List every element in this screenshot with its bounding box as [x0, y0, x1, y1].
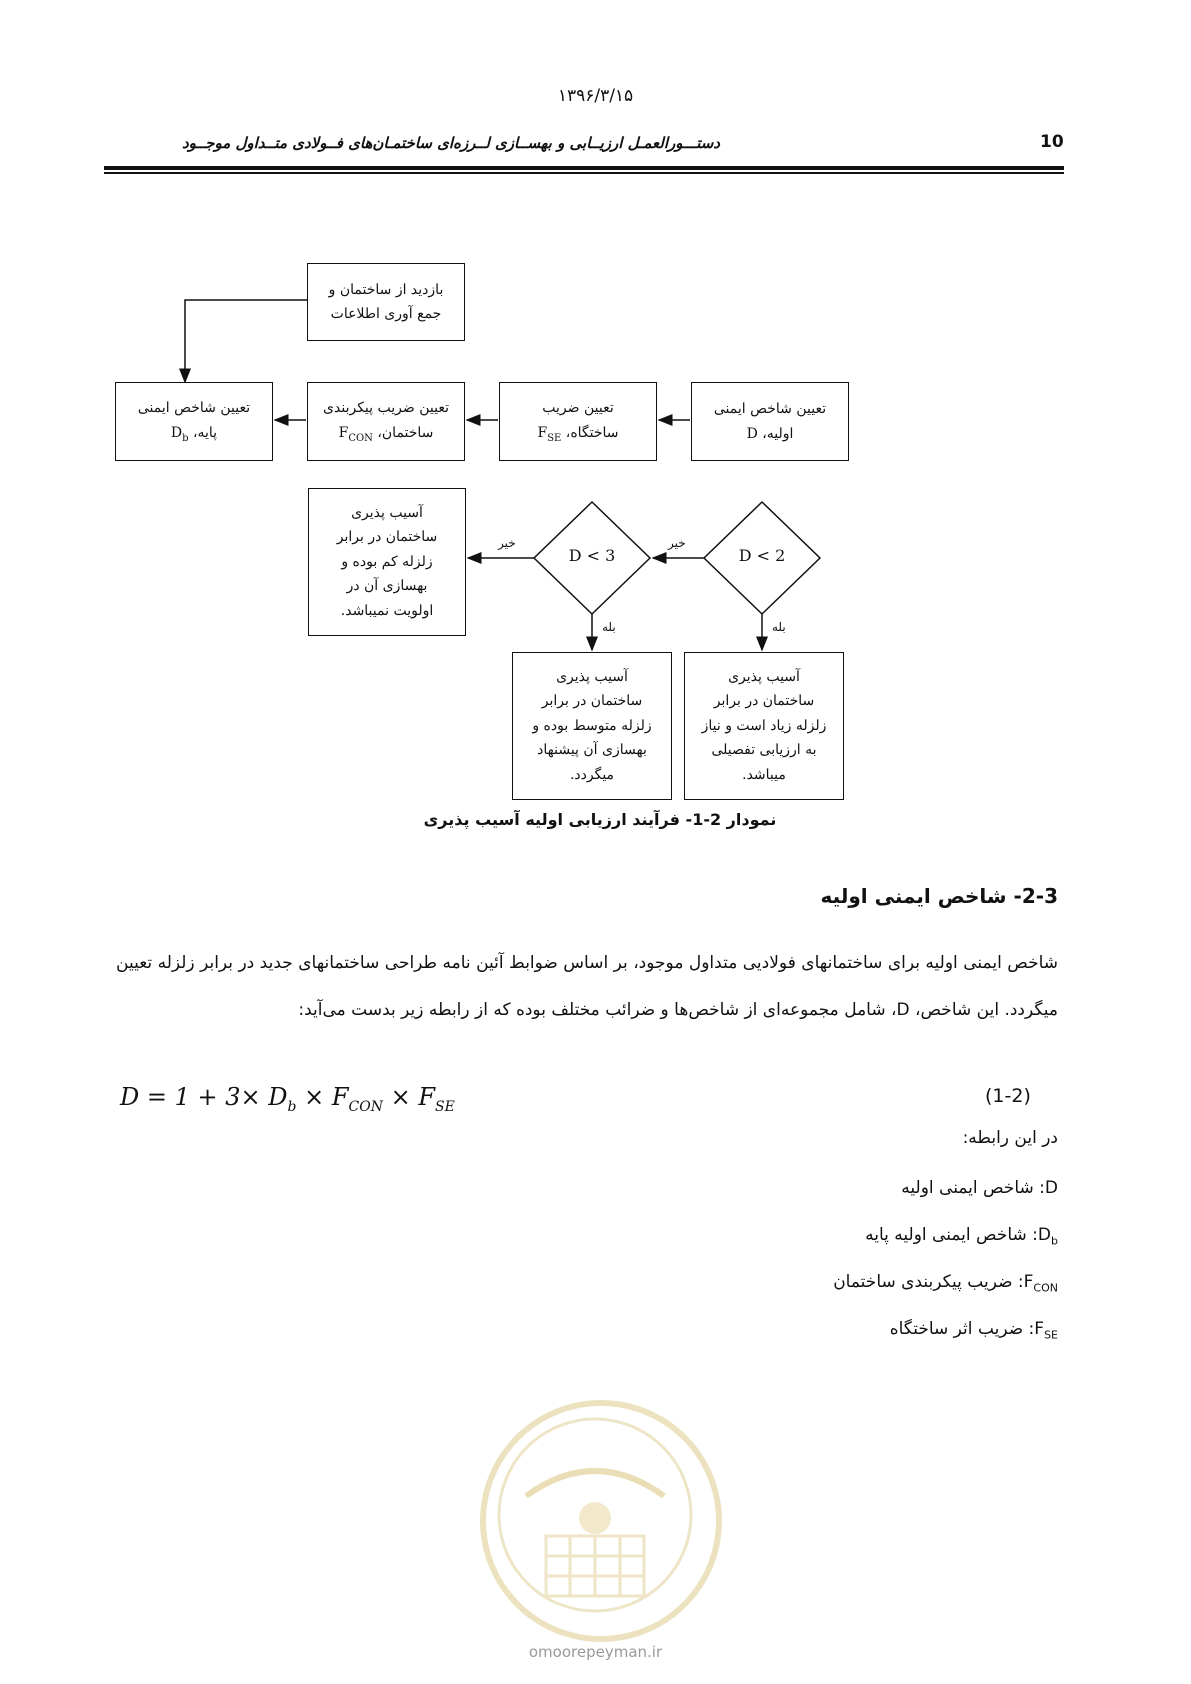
equation-number: (1-2)	[985, 1085, 1031, 1107]
decision-label-2: D < 3	[568, 546, 616, 565]
seal-graphic-icon	[486, 1406, 704, 1624]
definition-item: D: شاخص ایمنی اولیه	[901, 1178, 1058, 1198]
flow-box-visit: بازدید از ساختمان و جمع آوری اطلاعات	[307, 263, 465, 341]
definition-item: $F_{CON}$: ضریب پیکربندی ساختمان	[833, 1272, 1058, 1295]
running-title: دستـــورالعمـل ارزیــابی و بهســازی لــرزه‌ای ساختمـان‌های فــولادی متــداول موجــود	[181, 134, 720, 152]
flow-box-medium-vulnerability: آسیب پذیری ساختمان در برابر زلزله متوسط بوده و بهسازی آن پیشنهاد میگردد.	[512, 652, 672, 800]
section-paragraph: شاخص ایمنی اولیه برای ساختمانهای فولادیی متداول موجود، بر اساس ضوابط آئین نامه طراحی ساختمانهای جدید در برابر زلزله تعیین میگردد. این شاخص، D، شامل مجموعه‌ای از شاخص‌ها و ضرائب مختلف بوده که از رابطه زیر بدست می‌آید:	[116, 953, 1058, 1020]
no-label-1: خیر	[668, 536, 686, 550]
section-heading: 2-3- شاخص ایمنی اولیه	[820, 884, 1058, 908]
figure-caption: نمودار 2-1- فرآیند ارزیابی اولیه آسیب پذیری	[423, 810, 777, 829]
definition-item: $D_b$: شاخص ایمنی اولیه پایه	[865, 1225, 1058, 1248]
decision-label-1: D < 2	[738, 546, 786, 565]
watermark-seal	[480, 1400, 722, 1642]
flow-box-initial: تعیین شاخص ایمنی اولیه، D	[691, 382, 849, 461]
page-number: 10	[1040, 132, 1064, 152]
flow-box-site: تعیین ضریب ساختگاه، $F_{SE}$	[499, 382, 657, 461]
no-label-2: خیر	[498, 536, 516, 550]
yes-label-1: بله	[772, 620, 786, 634]
document-date: ۱۳۹۶/۳/۱۵	[557, 86, 634, 106]
definition-item: $F_{SE}$: ضریب اثر ساختگاه	[889, 1319, 1058, 1342]
flow-box-low-vulnerability: آسیب پذیری ساختمان در برابر زلزله کم بوده و بهسازی آن در اولویت نمیباشد.	[308, 488, 466, 636]
flow-box-config: تعیین ضریب پیکربندی ساختمان، $F_{CON}$	[307, 382, 465, 461]
yes-label-2: بله	[602, 620, 616, 634]
definitions-intro: در این رابطه:	[962, 1128, 1058, 1148]
equation: $D = 1 + 3\times D_b \times F_{CON} \times F_{SE}$	[120, 1083, 455, 1115]
watermark-url: omoorepeyman.ir	[528, 1643, 663, 1661]
flow-box-base-index: تعیین شاخص ایمنی پایه، $D_b$	[115, 382, 273, 461]
flow-box-high-vulnerability: آسیب پذیری ساختمان در برابر زلزله زیاد است و نیاز به ارزیابی تفصیلی میباشد.	[684, 652, 844, 800]
